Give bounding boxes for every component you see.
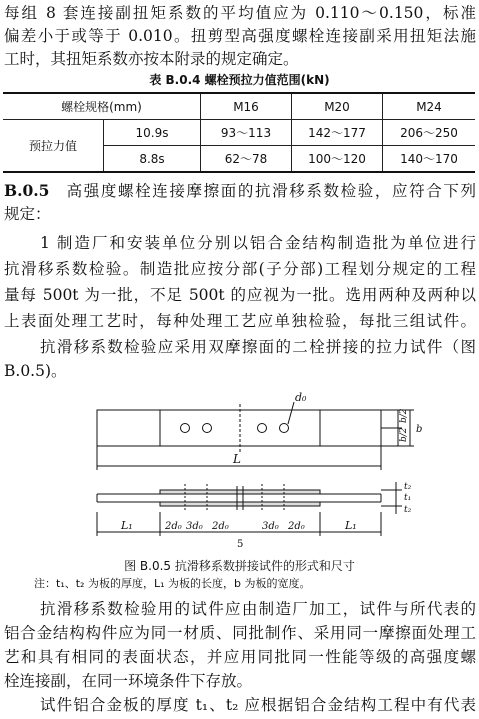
item1-line-3: 量每 500t 为一批，不足 500t 的应视为一批。选用两种及两种以 [4,286,476,304]
intro-line-3: 工时，其扭矩系数亦按本附录的规定确定。 [4,50,299,68]
preload-table [3,92,475,173]
table-cell: 142～177 [292,120,383,146]
para3-line-1: 抗滑移系数检验用的试件应由制造厂加工，试件与所代表的 [40,600,476,618]
bolt-hole [258,424,267,433]
bolt-hole [181,424,190,433]
para3-line-4: 栓连接副，在同一环境条件下存放。 [4,672,253,690]
para3-line-3: 艺和具有相同的表面状态，并应用同批同一性能等级的高强度螺 [4,648,476,666]
table-grade-cell: 10.9s [104,120,201,146]
figure-caption: 图 B.0.5 抗滑移系数拼接试件的形式和尺寸 [124,559,355,573]
label-t1: t₁ [404,493,412,503]
label-2d0-a: 2d₀ [165,521,182,532]
item1-line-4: 上表面处理工艺时，每种处理工艺应单独检验，每批三组试件。 [4,312,476,330]
item1-line-2: 抗滑移系数检验。制造批应按分部(子分部)工程划分规定的工程 [4,260,476,278]
para2-line-1: 抗滑移系数检验应采用双摩擦面的二栓拼接的拉力试件（图 [40,338,476,356]
label-hole: d₀ [295,391,307,404]
table-header-spec: 螺栓规格(mm) [3,93,201,120]
label-L1-right: L₁ [345,519,357,532]
table-header-m16: M16 [201,93,292,120]
splice-top-side [160,490,320,494]
label-3d0-b: 3d₀ [262,521,279,532]
table-grade-cell: 8.8s [104,146,201,173]
table-row [3,120,475,146]
plate-plan-outline [97,410,381,446]
intro-line-1: 每组 8 套连接副扭矩系数的平均值应为 0.110～0.150，标准 [4,4,476,22]
section-heading-text: 高强度螺栓连接摩擦面的抗滑移系数检验，应符合下列 [64,182,476,200]
label-2d0-c: 2d₀ [288,521,305,532]
section-line-1 [4,180,476,202]
label-L1-left: L₁ [121,519,133,532]
table-cell: 140～170 [383,146,476,173]
table-cell: 206～250 [383,120,476,146]
item1-line-1: 1 制造厂和安装单位分别以铝合金结构制造批为单位进行 [40,234,476,252]
para3-line-2: 铝合金结构构件应为同一材质、同批制作、采用同一摩擦面处理工 [4,624,476,642]
intro-line-2: 偏差小于或等于 0.010。扭剪型高强度螺栓连接副采用扭矩法施 [4,27,476,45]
label-b-half-top: b/2 [399,408,409,423]
para2-line-2: B.0.5)。 [4,362,67,380]
label-3d0-a: 3d₀ [186,521,203,532]
table-cell: 62～78 [201,146,292,173]
label-t2-top: t₂ [404,482,412,492]
splice-bottom-side [160,502,320,506]
table-row-label: 预拉力值 [3,120,104,173]
table-header-m20: M20 [292,93,383,120]
para3-line-5: 试件铝合金板的厚度 t₁、t₂ 应根据铝合金结构工程中有代表 [40,696,476,714]
table-header-row [3,93,475,120]
table-cell: 100～120 [292,146,383,173]
table-header-m24: M24 [383,93,476,120]
label-t2-bottom: t₂ [404,505,412,515]
label-b: b [416,424,423,435]
label-gap: 5 [237,539,244,550]
label-b-half-bottom: b/2 [399,427,409,442]
section-number: B.0.5 [4,181,50,200]
table-caption: 表 B.0.4 螺栓预拉力值范围(kN) [149,73,330,87]
figure-note: 注：t₁、t₂ 为板的厚度，L₁ 为板的长度，b 为板的宽度。 [34,577,311,590]
label-2d0-b: 2d₀ [212,521,229,532]
hole-leader [288,402,294,424]
section-line-2: 规定： [4,205,51,223]
bolt-hole [203,424,212,433]
table-cell: 93～113 [201,120,292,146]
label-L: L [233,452,241,466]
bolt-hole [280,424,289,433]
